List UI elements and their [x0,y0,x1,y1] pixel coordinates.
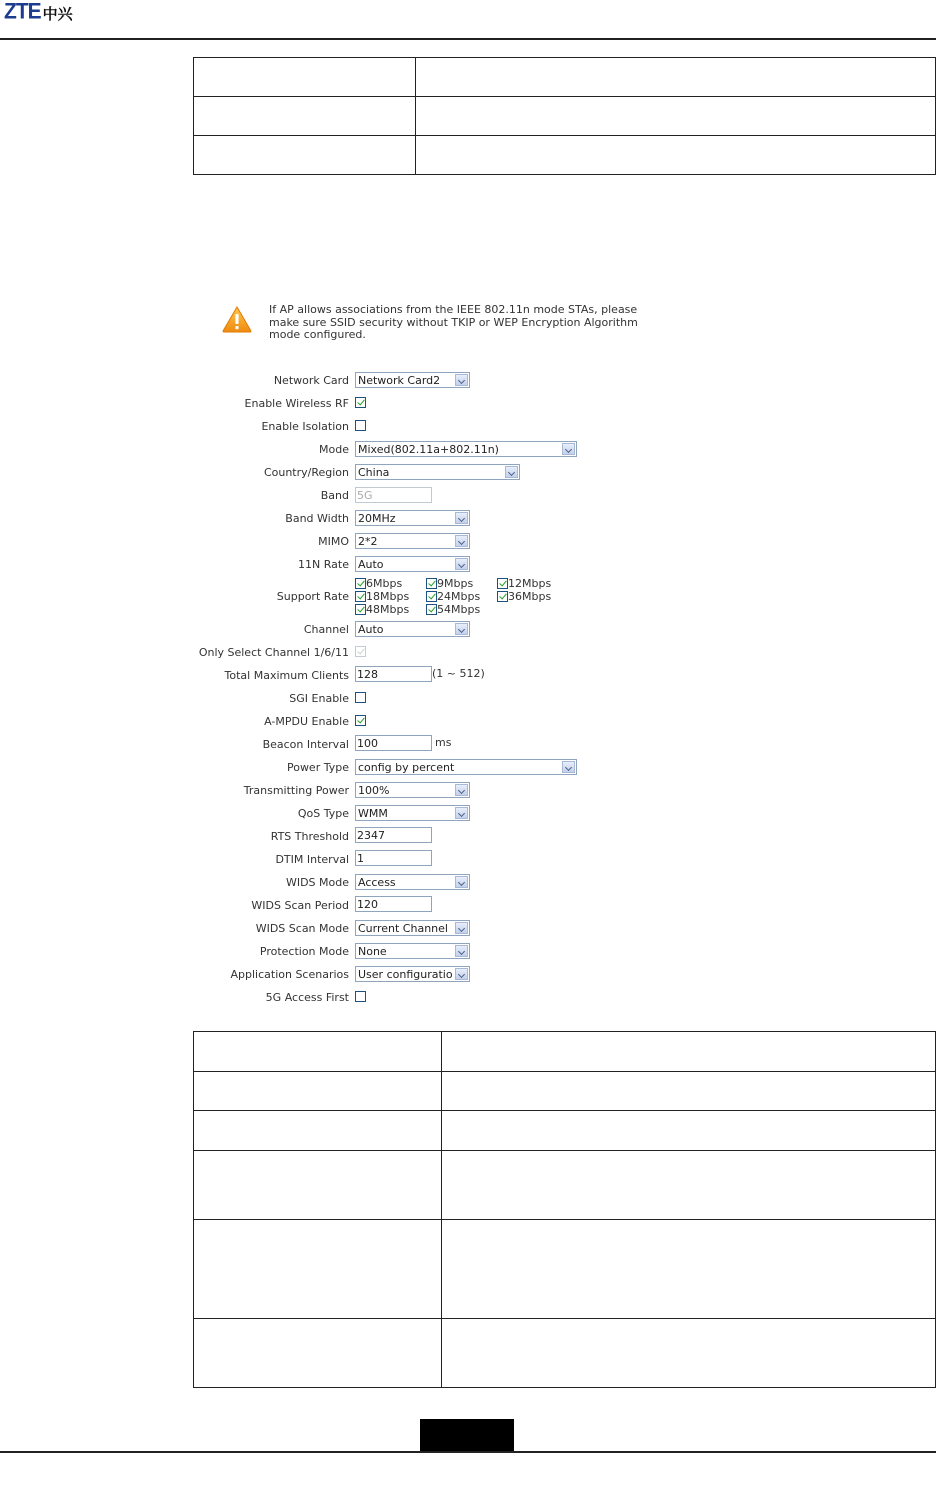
warning-line-2: make sure SSID security without TKIP or WEP Encryption Algorithm [269,315,638,329]
rate-label: 18Mbps [366,590,410,603]
country-region-label: Country/Region [263,466,349,479]
rate-label: 6Mbps [366,577,403,590]
row-mode [0,440,936,460]
table-row [194,136,936,175]
network-card-label: Network Card [273,374,349,387]
logo-chinese-text: 中兴 [42,5,73,23]
band-width-label: Band Width [285,512,349,525]
access-5g-first-checkbox[interactable] [355,991,366,1002]
rate-11n-label: 11N Rate [298,558,349,571]
mimo-value: 2*2 [358,535,378,548]
rate-24mbps-checkbox[interactable] [426,591,437,602]
chevron-down-icon [455,807,468,819]
total-max-clients-hint: (1 ~ 512) [432,667,485,680]
footer-rule [0,1451,936,1453]
table-row [194,58,936,97]
transmitting-power-select[interactable] [355,782,470,798]
chevron-down-icon [562,761,575,773]
row-channel [0,620,936,640]
enable-wireless-rf-label: Enable Wireless RF [244,397,349,410]
rate-36mbps-checkbox[interactable] [497,591,508,602]
row-ampdu-enable [0,712,936,732]
chevron-down-icon [455,558,468,570]
total-max-clients-input[interactable]: 128 [355,666,432,682]
page-number-box [420,1419,514,1452]
chevron-down-icon [455,535,468,547]
row-11n-rate [0,555,936,575]
chevron-down-icon [455,623,468,635]
row-wids-mode [0,873,936,893]
application-scenarios-label: Application Scenarios [230,968,349,981]
chevron-down-icon [455,876,468,888]
country-region-value: China [358,466,390,479]
ampdu-enable-label: A-MPDU Enable [264,715,349,728]
table-row [194,1220,936,1319]
beacon-interval-label: Beacon Interval [262,738,349,751]
beacon-interval-input[interactable]: 100 [355,735,432,751]
row-wids-scan-period [0,896,936,916]
row-qos-type [0,804,936,824]
qos-type-select[interactable] [355,805,470,821]
zte-logo [4,2,73,24]
row-enable-isolation [0,417,936,437]
only-select-channel-checkbox [355,646,366,657]
rate-9mbps-checkbox[interactable] [426,578,437,589]
row-rts-threshold [0,827,936,847]
row-protection-mode [0,942,936,962]
rate-6mbps-checkbox[interactable] [355,578,366,589]
wids-scan-mode-label: WIDS Scan Mode [255,922,349,935]
chevron-down-icon [562,443,575,455]
rate-11n-select[interactable] [355,556,470,572]
row-enable-wireless-rf [0,394,936,414]
enable-wireless-rf-checkbox[interactable] [355,397,366,408]
power-type-select[interactable] [355,759,577,775]
transmitting-power-label: Transmitting Power [243,784,349,797]
rate-label: 48Mbps [366,603,410,616]
chevron-down-icon [455,512,468,524]
wids-scan-period-label: WIDS Scan Period [251,899,349,912]
rate-12mbps-checkbox[interactable] [497,578,508,589]
warning-message [269,304,669,342]
network-card-value: Network Card2 [358,374,441,387]
rate-label: 36Mbps [508,590,552,603]
mimo-label: MIMO [318,535,349,548]
protection-mode-select[interactable] [355,943,470,959]
row-wids-scan-mode [0,919,936,939]
qos-type-label: QoS Type [297,807,349,820]
chevron-down-icon [455,784,468,796]
mimo-select[interactable] [355,533,470,549]
row-mimo [0,532,936,552]
logo-text: ZTE [4,0,41,24]
chevron-down-icon [455,945,468,957]
table-row [194,1111,936,1151]
wids-scan-mode-value: Current Channel [358,922,448,935]
support-rate-label: Support Rate [276,590,349,603]
row-network-card [0,371,936,391]
protection-mode-value: None [358,945,387,958]
rts-threshold-input[interactable]: 2347 [355,827,432,843]
chevron-down-icon [455,374,468,386]
warning-line-1: If AP allows associations from the IEEE 802.11n mode STAs, please [269,303,638,316]
band-label: Band [320,489,349,502]
country-region-select[interactable] [355,464,520,480]
sgi-enable-label: SGI Enable [289,692,349,705]
ampdu-enable-checkbox[interactable] [355,715,366,726]
row-only-select-channel [0,643,936,663]
chevron-down-icon [455,922,468,934]
wids-scan-period-input[interactable]: 120 [355,896,432,912]
mode-value: Mixed(802.11a+802.11n) [358,443,499,456]
dtim-interval-label: DTIM Interval [275,853,349,866]
warning-icon [222,306,252,333]
band-width-value: 20MHz [358,512,396,525]
chevron-down-icon [505,466,518,478]
rate-label: 24Mbps [437,590,481,603]
row-sgi-enable [0,689,936,709]
rate-54mbps-checkbox[interactable] [426,604,437,615]
top-table [193,57,936,175]
row-dtim-interval [0,850,936,870]
row-total-max-clients [0,666,936,686]
application-scenarios-select[interactable] [355,966,470,982]
network-card-select[interactable] [355,372,470,388]
transmitting-power-value: 100% [358,784,390,797]
mode-label: Mode [319,443,349,456]
dtim-interval-input[interactable]: 1 [355,850,432,866]
band-input: 5G [355,487,432,503]
beacon-interval-unit: ms [435,736,452,749]
row-band-width [0,509,936,529]
row-band [0,486,936,506]
rate-18mbps-checkbox[interactable] [355,591,366,602]
rate-label: 54Mbps [437,603,481,616]
chevron-down-icon [455,968,468,980]
row-transmitting-power [0,781,936,801]
wids-mode-value: Access [358,876,396,889]
rate-11n-value: Auto [358,558,384,571]
band-width-select[interactable] [355,510,470,526]
enable-isolation-label: Enable Isolation [261,420,349,433]
row-country-region [0,463,936,483]
wids-scan-mode-select[interactable] [355,920,470,936]
wids-mode-label: WIDS Mode [285,876,349,889]
application-scenarios-value: User configuratio [358,968,453,981]
rate-label: 12Mbps [508,577,552,590]
access-5g-first-label: 5G Access First [265,991,349,1004]
mode-select[interactable] [355,441,577,457]
sgi-enable-checkbox[interactable] [355,692,366,703]
row-power-type [0,758,936,778]
table-row [194,1072,936,1111]
rate-label: 9Mbps [437,577,474,590]
channel-select[interactable] [355,621,470,637]
power-type-label: Power Type [286,761,349,774]
wids-mode-select[interactable] [355,874,470,890]
row-beacon-interval [0,735,936,755]
channel-value: Auto [358,623,384,636]
warning-line-3: mode configured. [269,328,366,342]
table-row [194,1032,936,1072]
channel-label: Channel [303,623,349,636]
power-type-value: config by percent [358,761,455,774]
enable-isolation-checkbox[interactable] [355,420,366,431]
protection-mode-label: Protection Mode [259,945,349,958]
table-row [194,97,936,136]
table-row [194,1319,936,1388]
table-row [194,1151,936,1220]
total-max-clients-label: Total Maximum Clients [224,669,349,682]
bottom-table [193,1031,936,1388]
header-rule [0,38,936,40]
qos-type-value: WMM [358,807,388,820]
rate-48mbps-checkbox[interactable] [355,604,366,615]
rts-threshold-label: RTS Threshold [270,830,349,843]
only-select-channel-label: Only Select Channel 1/6/11 [198,646,349,659]
row-application-scenarios [0,965,936,985]
row-5g-access-first [0,988,936,1008]
